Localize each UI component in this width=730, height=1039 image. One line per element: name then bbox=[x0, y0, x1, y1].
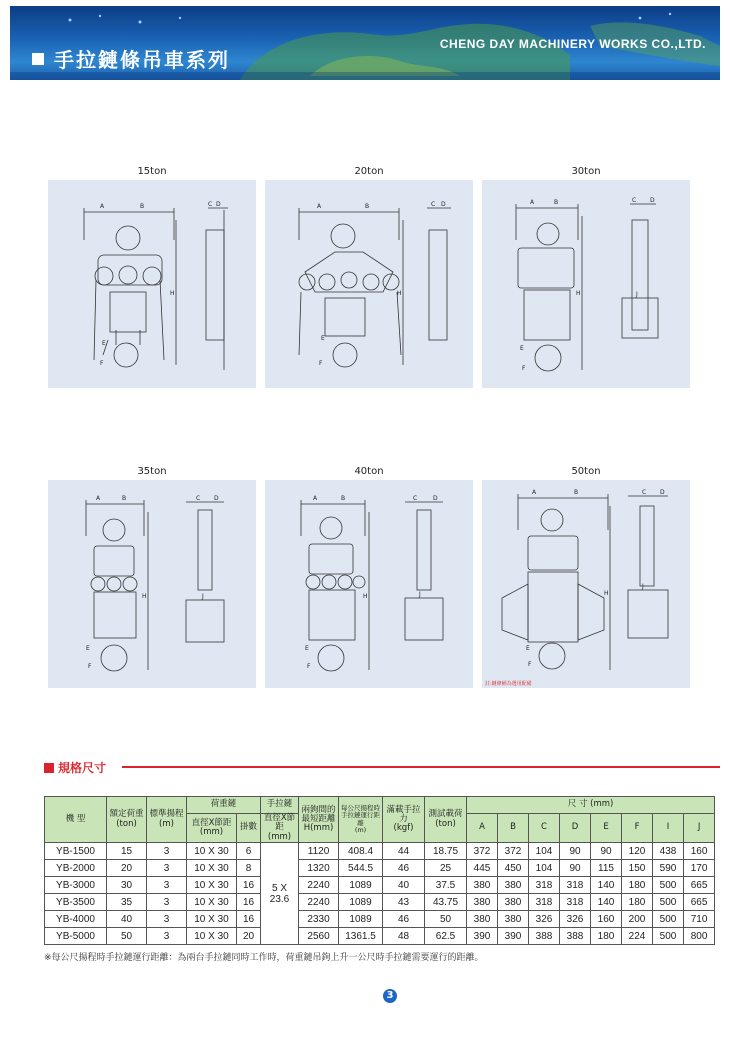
th-model: 機 型 bbox=[45, 797, 107, 843]
spec-table-body bbox=[45, 843, 715, 945]
series-title bbox=[32, 44, 230, 73]
cell-model: YB-2000 bbox=[45, 860, 107, 877]
svg-text:D: D bbox=[660, 489, 665, 496]
svg-text:E: E bbox=[321, 335, 325, 342]
cell-lift: 3 bbox=[147, 928, 187, 945]
cell-pull: 46 bbox=[383, 911, 425, 928]
diagram-panel-15ton bbox=[48, 180, 256, 388]
th-dim-i: I bbox=[653, 814, 684, 843]
cell-dim: 170 bbox=[684, 860, 715, 877]
th-rated-load: 額定荷重 (ton) bbox=[107, 797, 147, 843]
svg-text:J: J bbox=[636, 291, 638, 298]
cell-dim: 500 bbox=[653, 894, 684, 911]
th-test-load: 測試載荷 (ton) bbox=[425, 797, 467, 843]
svg-text:D: D bbox=[214, 495, 219, 502]
th-hand-chain-dia: 直徑X節距 (mm) bbox=[261, 814, 299, 843]
cell-dim: 224 bbox=[622, 928, 653, 945]
hoist-50ton-drawing bbox=[482, 480, 690, 688]
page-number: 3 bbox=[383, 989, 397, 1003]
header-banner bbox=[10, 6, 720, 80]
svg-text:J: J bbox=[642, 583, 644, 590]
cell-model: YB-4000 bbox=[45, 911, 107, 928]
cell-dim: 160 bbox=[591, 911, 622, 928]
svg-text:H: H bbox=[397, 290, 402, 297]
cell-dim: 390 bbox=[498, 928, 529, 945]
cell-test: 18.75 bbox=[425, 843, 467, 860]
cell-dim: 90 bbox=[560, 843, 591, 860]
cell-lift: 3 bbox=[147, 894, 187, 911]
svg-text:A: A bbox=[530, 199, 535, 206]
svg-text:F: F bbox=[100, 360, 104, 367]
cell-dim: 445 bbox=[467, 860, 498, 877]
cell-chain: 10 X 30 bbox=[187, 911, 237, 928]
cell-dim: 318 bbox=[529, 894, 560, 911]
svg-text:B: B bbox=[341, 495, 346, 502]
cell-pull: 44 bbox=[383, 843, 425, 860]
cell-dim: 90 bbox=[591, 843, 622, 860]
table-row bbox=[45, 894, 715, 911]
cell-dim: 388 bbox=[560, 928, 591, 945]
cell-dim: 500 bbox=[653, 877, 684, 894]
spec-section-header bbox=[44, 759, 106, 776]
svg-text:A: A bbox=[313, 495, 318, 502]
cell-dim: 665 bbox=[684, 894, 715, 911]
th-dim-b: B bbox=[498, 814, 529, 843]
svg-text:C: C bbox=[632, 197, 637, 204]
cell-load: 15 bbox=[107, 843, 147, 860]
table-row bbox=[45, 911, 715, 928]
th-hand-chain-travel: 每公尺揚程時手拉鏈運行距離 (m) bbox=[339, 797, 383, 843]
cell-dim: 710 bbox=[684, 911, 715, 928]
svg-text:C: C bbox=[208, 201, 213, 208]
cell-falls: 20 bbox=[237, 928, 261, 945]
svg-text:B: B bbox=[122, 495, 127, 502]
series-title-text: 手拉鏈條吊車系列 bbox=[54, 48, 230, 72]
cell-falls: 16 bbox=[237, 911, 261, 928]
spec-table bbox=[44, 796, 715, 945]
cell-falls: 8 bbox=[237, 860, 261, 877]
cell-falls: 16 bbox=[237, 877, 261, 894]
cell-travel: 1361.5 bbox=[339, 928, 383, 945]
table-row bbox=[45, 843, 715, 860]
cell-dim: 800 bbox=[684, 928, 715, 945]
cell-dim: 104 bbox=[529, 860, 560, 877]
th-dim-c: C bbox=[529, 814, 560, 843]
cell-dim: 318 bbox=[560, 894, 591, 911]
cell-load: 30 bbox=[107, 877, 147, 894]
cell-dim: 380 bbox=[467, 911, 498, 928]
cell-travel: 1089 bbox=[339, 911, 383, 928]
cell-dim: 140 bbox=[591, 894, 622, 911]
optional-chain-bucket-note: 註:鏈條桶為選用配備 bbox=[485, 681, 532, 687]
svg-text:B: B bbox=[140, 203, 145, 210]
diagram-panel-20ton bbox=[265, 180, 473, 388]
th-dim-j: J bbox=[684, 814, 715, 843]
svg-text:C: C bbox=[196, 495, 201, 502]
th-falls: 掛數 bbox=[237, 814, 261, 843]
cell-test: 43.75 bbox=[425, 894, 467, 911]
table-row bbox=[45, 928, 715, 945]
title-square-icon bbox=[32, 53, 44, 65]
diagram-label-35ton: 35ton bbox=[137, 466, 167, 477]
cell-dim: 318 bbox=[529, 877, 560, 894]
svg-text:E: E bbox=[520, 345, 524, 352]
cell-dim: 380 bbox=[467, 894, 498, 911]
svg-text:F: F bbox=[307, 663, 311, 670]
section-divider bbox=[122, 766, 720, 768]
cell-model: YB-3000 bbox=[45, 877, 107, 894]
cell-dim: 160 bbox=[684, 843, 715, 860]
th-load-chain: 荷重鏈 bbox=[187, 797, 261, 814]
th-dim-d: D bbox=[560, 814, 591, 843]
cell-travel: 1089 bbox=[339, 894, 383, 911]
svg-text:H: H bbox=[142, 593, 147, 600]
cell-travel: 1089 bbox=[339, 877, 383, 894]
spec-section-title: 規格尺寸 bbox=[58, 761, 107, 775]
svg-text:F: F bbox=[319, 360, 323, 367]
cell-test: 37.5 bbox=[425, 877, 467, 894]
svg-text:H: H bbox=[170, 290, 175, 297]
diagram-label-15ton: 15ton bbox=[137, 166, 167, 177]
svg-text:F: F bbox=[522, 365, 526, 372]
cell-dim: 120 bbox=[622, 843, 653, 860]
cell-load: 40 bbox=[107, 911, 147, 928]
cell-h: 2240 bbox=[299, 877, 339, 894]
cell-dim: 150 bbox=[622, 860, 653, 877]
cell-dim: 380 bbox=[498, 911, 529, 928]
cell-dim: 90 bbox=[560, 860, 591, 877]
cell-dim: 326 bbox=[560, 911, 591, 928]
diagram-label-30ton: 30ton bbox=[571, 166, 601, 177]
cell-h: 2330 bbox=[299, 911, 339, 928]
svg-text:A: A bbox=[317, 203, 322, 210]
svg-text:F: F bbox=[88, 663, 92, 670]
cell-dim: 380 bbox=[498, 877, 529, 894]
table-row bbox=[45, 860, 715, 877]
svg-text:C: C bbox=[431, 201, 436, 208]
cell-model: YB-3500 bbox=[45, 894, 107, 911]
cell-test: 62.5 bbox=[425, 928, 467, 945]
svg-text:A: A bbox=[532, 489, 537, 496]
cell-hand-chain: 5 X 23.6 bbox=[261, 843, 299, 945]
th-hand-chain: 手拉鏈 bbox=[261, 797, 299, 814]
hoist-20ton-drawing bbox=[265, 180, 473, 388]
cell-lift: 3 bbox=[147, 843, 187, 860]
diagram-label-50ton: 50ton bbox=[571, 466, 601, 477]
cell-dim: 180 bbox=[622, 894, 653, 911]
cell-lift: 3 bbox=[147, 911, 187, 928]
spec-footnote: ※每公尺揚程時手拉鏈運行距離：為兩台手拉鏈同時工作時，荷重鏈吊鉤上升一公尺時手拉鏈需要運行的距離。 bbox=[44, 953, 484, 963]
th-dimensions: 尺 寸 (mm) bbox=[467, 797, 715, 814]
cell-pull: 46 bbox=[383, 860, 425, 877]
cell-dim: 372 bbox=[467, 843, 498, 860]
cell-dim: 380 bbox=[498, 894, 529, 911]
cell-chain: 10 X 30 bbox=[187, 877, 237, 894]
th-dim-f: F bbox=[622, 814, 653, 843]
cell-dim: 500 bbox=[653, 928, 684, 945]
cell-pull: 48 bbox=[383, 928, 425, 945]
cell-dim: 115 bbox=[591, 860, 622, 877]
cell-load: 35 bbox=[107, 894, 147, 911]
th-std-lift: 標準揚程 (m) bbox=[147, 797, 187, 843]
svg-text:J: J bbox=[419, 591, 421, 598]
cell-dim: 450 bbox=[498, 860, 529, 877]
svg-text:H: H bbox=[604, 590, 609, 597]
cell-chain: 10 X 30 bbox=[187, 894, 237, 911]
diagram-panel-40ton bbox=[265, 480, 473, 688]
svg-text:D: D bbox=[433, 495, 438, 502]
cell-dim: 180 bbox=[622, 877, 653, 894]
cell-dim: 326 bbox=[529, 911, 560, 928]
cell-dim: 388 bbox=[529, 928, 560, 945]
cell-chain: 10 X 30 bbox=[187, 843, 237, 860]
cell-lift: 3 bbox=[147, 877, 187, 894]
hoist-35ton-drawing bbox=[48, 480, 256, 688]
cell-dim: 372 bbox=[498, 843, 529, 860]
th-headroom: 兩鉤間的最短距離 H(mm) bbox=[299, 797, 339, 843]
th-load-chain-dia: 直徑X節距 (mm) bbox=[187, 814, 237, 843]
cell-dim: 318 bbox=[560, 877, 591, 894]
svg-text:J: J bbox=[202, 593, 204, 600]
cell-falls: 6 bbox=[237, 843, 261, 860]
svg-text:C: C bbox=[642, 489, 647, 496]
cell-pull: 40 bbox=[383, 877, 425, 894]
svg-text:H: H bbox=[576, 290, 581, 297]
cell-pull: 43 bbox=[383, 894, 425, 911]
cell-chain: 10 X 30 bbox=[187, 928, 237, 945]
svg-text:A: A bbox=[96, 495, 101, 502]
svg-text:B: B bbox=[365, 203, 370, 210]
cell-dim: 140 bbox=[591, 877, 622, 894]
svg-text:A: A bbox=[100, 203, 105, 210]
th-dim-a: A bbox=[467, 814, 498, 843]
cell-dim: 180 bbox=[591, 928, 622, 945]
th-dim-e: E bbox=[591, 814, 622, 843]
svg-text:B: B bbox=[574, 489, 579, 496]
diagram-panel-35ton bbox=[48, 480, 256, 688]
cell-h: 2560 bbox=[299, 928, 339, 945]
cell-dim: 390 bbox=[467, 928, 498, 945]
diagram-label-40ton: 40ton bbox=[354, 466, 384, 477]
company-name: CHENG DAY MACHINERY WORKS CO.,LTD. bbox=[439, 37, 706, 51]
cell-h: 1120 bbox=[299, 843, 339, 860]
th-pull: 滿載手拉力 (kgf) bbox=[383, 797, 425, 843]
svg-text:D: D bbox=[216, 201, 221, 208]
cell-dim: 380 bbox=[467, 877, 498, 894]
svg-text:E: E bbox=[86, 645, 90, 652]
cell-dim: 438 bbox=[653, 843, 684, 860]
diagram-panel-30ton bbox=[482, 180, 690, 388]
table-row bbox=[45, 877, 715, 894]
svg-text:H: H bbox=[363, 593, 368, 600]
svg-text:E: E bbox=[305, 645, 309, 652]
cell-test: 50 bbox=[425, 911, 467, 928]
svg-text:D: D bbox=[441, 201, 446, 208]
hoist-30ton-drawing bbox=[482, 180, 690, 388]
section-square-icon bbox=[44, 763, 54, 773]
svg-text:E: E bbox=[102, 340, 106, 347]
cell-travel: 544.5 bbox=[339, 860, 383, 877]
cell-load: 50 bbox=[107, 928, 147, 945]
cell-lift: 3 bbox=[147, 860, 187, 877]
hoist-40ton-drawing bbox=[265, 480, 473, 688]
svg-text:F: F bbox=[528, 661, 532, 668]
svg-text:C: C bbox=[413, 495, 418, 502]
cell-chain: 10 X 30 bbox=[187, 860, 237, 877]
cell-test: 25 bbox=[425, 860, 467, 877]
cell-dim: 665 bbox=[684, 877, 715, 894]
cell-dim: 500 bbox=[653, 911, 684, 928]
diagram-label-20ton: 20ton bbox=[354, 166, 384, 177]
cell-dim: 590 bbox=[653, 860, 684, 877]
cell-travel: 408.4 bbox=[339, 843, 383, 860]
diagram-panel-50ton bbox=[482, 480, 690, 688]
svg-text:D: D bbox=[650, 197, 655, 204]
cell-dim: 104 bbox=[529, 843, 560, 860]
hoist-15ton-drawing bbox=[48, 180, 256, 388]
cell-dim: 200 bbox=[622, 911, 653, 928]
cell-load: 20 bbox=[107, 860, 147, 877]
cell-model: YB-5000 bbox=[45, 928, 107, 945]
cell-falls: 16 bbox=[237, 894, 261, 911]
cell-h: 2240 bbox=[299, 894, 339, 911]
svg-text:E: E bbox=[526, 645, 530, 652]
cell-h: 1320 bbox=[299, 860, 339, 877]
cell-model: YB-1500 bbox=[45, 843, 107, 860]
svg-text:B: B bbox=[554, 199, 559, 206]
